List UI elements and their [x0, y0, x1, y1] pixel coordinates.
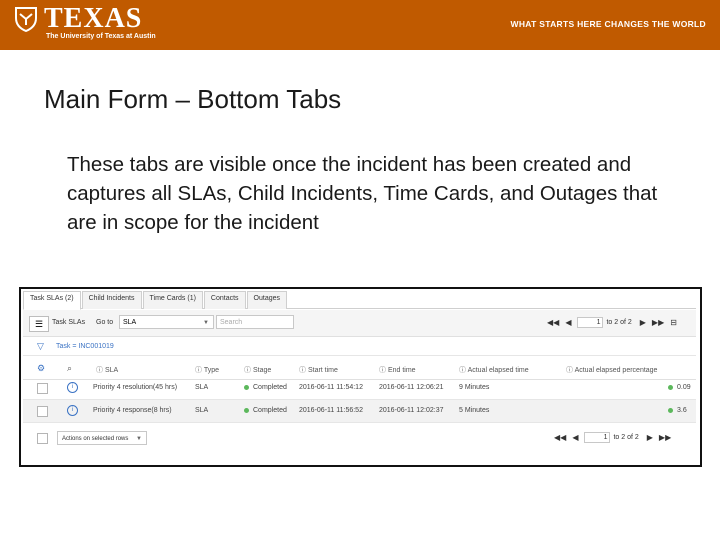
university-banner — [0, 0, 720, 50]
column-start-time[interactable]: ⓘ Start time — [299, 367, 338, 374]
cell-sla[interactable]: Priority 4 resolution(45 hrs) — [93, 384, 178, 391]
search-icon[interactable]: ⌕ — [67, 363, 73, 373]
logo-text: TEXAS — [44, 3, 143, 34]
top-pager — [544, 317, 680, 328]
hamburger-menu-icon[interactable]: ☰ — [29, 316, 49, 332]
tab-contacts[interactable]: Contacts — [204, 291, 246, 309]
status-dot — [244, 385, 249, 390]
page-input[interactable]: 1 — [584, 432, 610, 443]
filter-icon[interactable]: ▽ — [37, 341, 44, 351]
prev-page-icon[interactable]: ◀ — [565, 318, 572, 327]
column-type[interactable]: ⓘ Type — [195, 367, 220, 374]
logo-subtext: The University of Texas at Austin — [46, 33, 156, 40]
row-checkbox[interactable] — [37, 406, 48, 417]
info-icon[interactable]: i — [67, 382, 78, 393]
select-all-checkbox[interactable] — [37, 433, 48, 444]
cell-elapsed-percentage: 0.09 — [668, 384, 691, 391]
page-input[interactable]: 1 — [577, 317, 603, 328]
list-footer — [23, 427, 696, 449]
column-stage[interactable]: ⓘ Stage — [244, 367, 272, 374]
chevron-down-icon: ▼ — [203, 320, 209, 326]
column-end-time[interactable]: ⓘ End time — [379, 367, 416, 374]
goto-select[interactable] — [119, 315, 214, 329]
cell-start-time: 2016-06-11 11:56:52 — [299, 407, 363, 414]
actions-select[interactable] — [57, 431, 147, 445]
goto-select-value: SLA — [123, 319, 137, 326]
column-elapsed-percentage[interactable]: ⓘ Actual elapsed percentage — [566, 367, 658, 374]
slide-body: These tabs are visible once the incident has been created and captures all SLAs, Child Incidents, Time Cards, and Outages that are in scope for the incident — [67, 153, 658, 234]
actions-select-value: Actions on selected rows — [62, 436, 129, 442]
cell-stage: Completed — [244, 384, 287, 391]
status-dot — [244, 408, 249, 413]
bottom-pager — [551, 432, 674, 443]
cell-stage: Completed — [244, 407, 287, 414]
first-page-icon[interactable]: ◀◀ — [547, 318, 560, 327]
bottom-tabs — [23, 291, 696, 309]
goto-label: Go to — [96, 319, 114, 326]
tab-task-slas[interactable]: Task SLAs (2) — [23, 291, 81, 310]
status-dot — [668, 385, 673, 390]
column-elapsed-time[interactable]: ⓘ Actual elapsed time — [459, 367, 529, 374]
cell-type: SLA — [195, 407, 209, 414]
cell-type: SLA — [195, 384, 209, 391]
cell-start-time: 2016-06-11 11:54:12 — [299, 384, 363, 391]
collapse-icon[interactable]: ⊟ — [670, 318, 677, 327]
table-row[interactable] — [23, 400, 696, 423]
list-toolbar — [23, 310, 696, 337]
prev-page-icon[interactable]: ◀ — [572, 433, 579, 442]
filter-condition[interactable]: Task = INC001019 — [56, 343, 114, 350]
slide-title: Main Form – Bottom Tabs — [44, 84, 342, 114]
info-icon[interactable]: i — [67, 405, 78, 416]
gear-icon[interactable]: ⚙ — [37, 363, 46, 373]
cell-sla[interactable]: Priority 4 response(8 hrs) — [93, 407, 172, 414]
last-page-icon[interactable]: ▶▶ — [651, 318, 665, 327]
tagline: WHAT STARTS HERE CHANGES THE WORLD — [510, 19, 706, 29]
search-input[interactable]: Search — [216, 315, 294, 329]
last-page-icon[interactable]: ▶▶ — [658, 433, 672, 442]
next-page-icon[interactable]: ▶ — [646, 433, 653, 442]
table-row[interactable] — [23, 377, 696, 400]
filter-breadcrumb — [23, 339, 696, 356]
status-dot — [668, 408, 673, 413]
servicenow-screenshot — [19, 287, 702, 467]
row-checkbox[interactable] — [37, 383, 48, 394]
first-page-icon[interactable]: ◀◀ — [554, 433, 567, 442]
next-page-icon[interactable]: ▶ — [639, 318, 646, 327]
tab-time-cards[interactable]: Time Cards (1) — [143, 291, 203, 309]
cell-end-time: 2016-06-11 12:06:21 — [379, 384, 444, 391]
cell-elapsed-percentage: 3.6 — [668, 407, 687, 414]
cell-end-time: 2016-06-11 12:02:37 — [379, 407, 444, 414]
tab-outages[interactable]: Outages — [247, 291, 287, 309]
tab-child-incidents[interactable]: Child Incidents — [82, 291, 142, 309]
chevron-down-icon: ▼ — [136, 436, 142, 442]
longhorn-shield-icon — [14, 6, 38, 32]
cell-elapsed-time: 9 Minutes — [459, 384, 490, 391]
ut-logo — [14, 3, 143, 34]
column-sla[interactable]: ⓘ SLA — [96, 367, 119, 374]
page-of-label: to 2 of 2 — [613, 434, 639, 441]
page-of-label: to 2 of 2 — [606, 319, 632, 326]
list-title: Task SLAs — [52, 319, 86, 326]
cell-elapsed-time: 5 Minutes — [459, 407, 490, 414]
